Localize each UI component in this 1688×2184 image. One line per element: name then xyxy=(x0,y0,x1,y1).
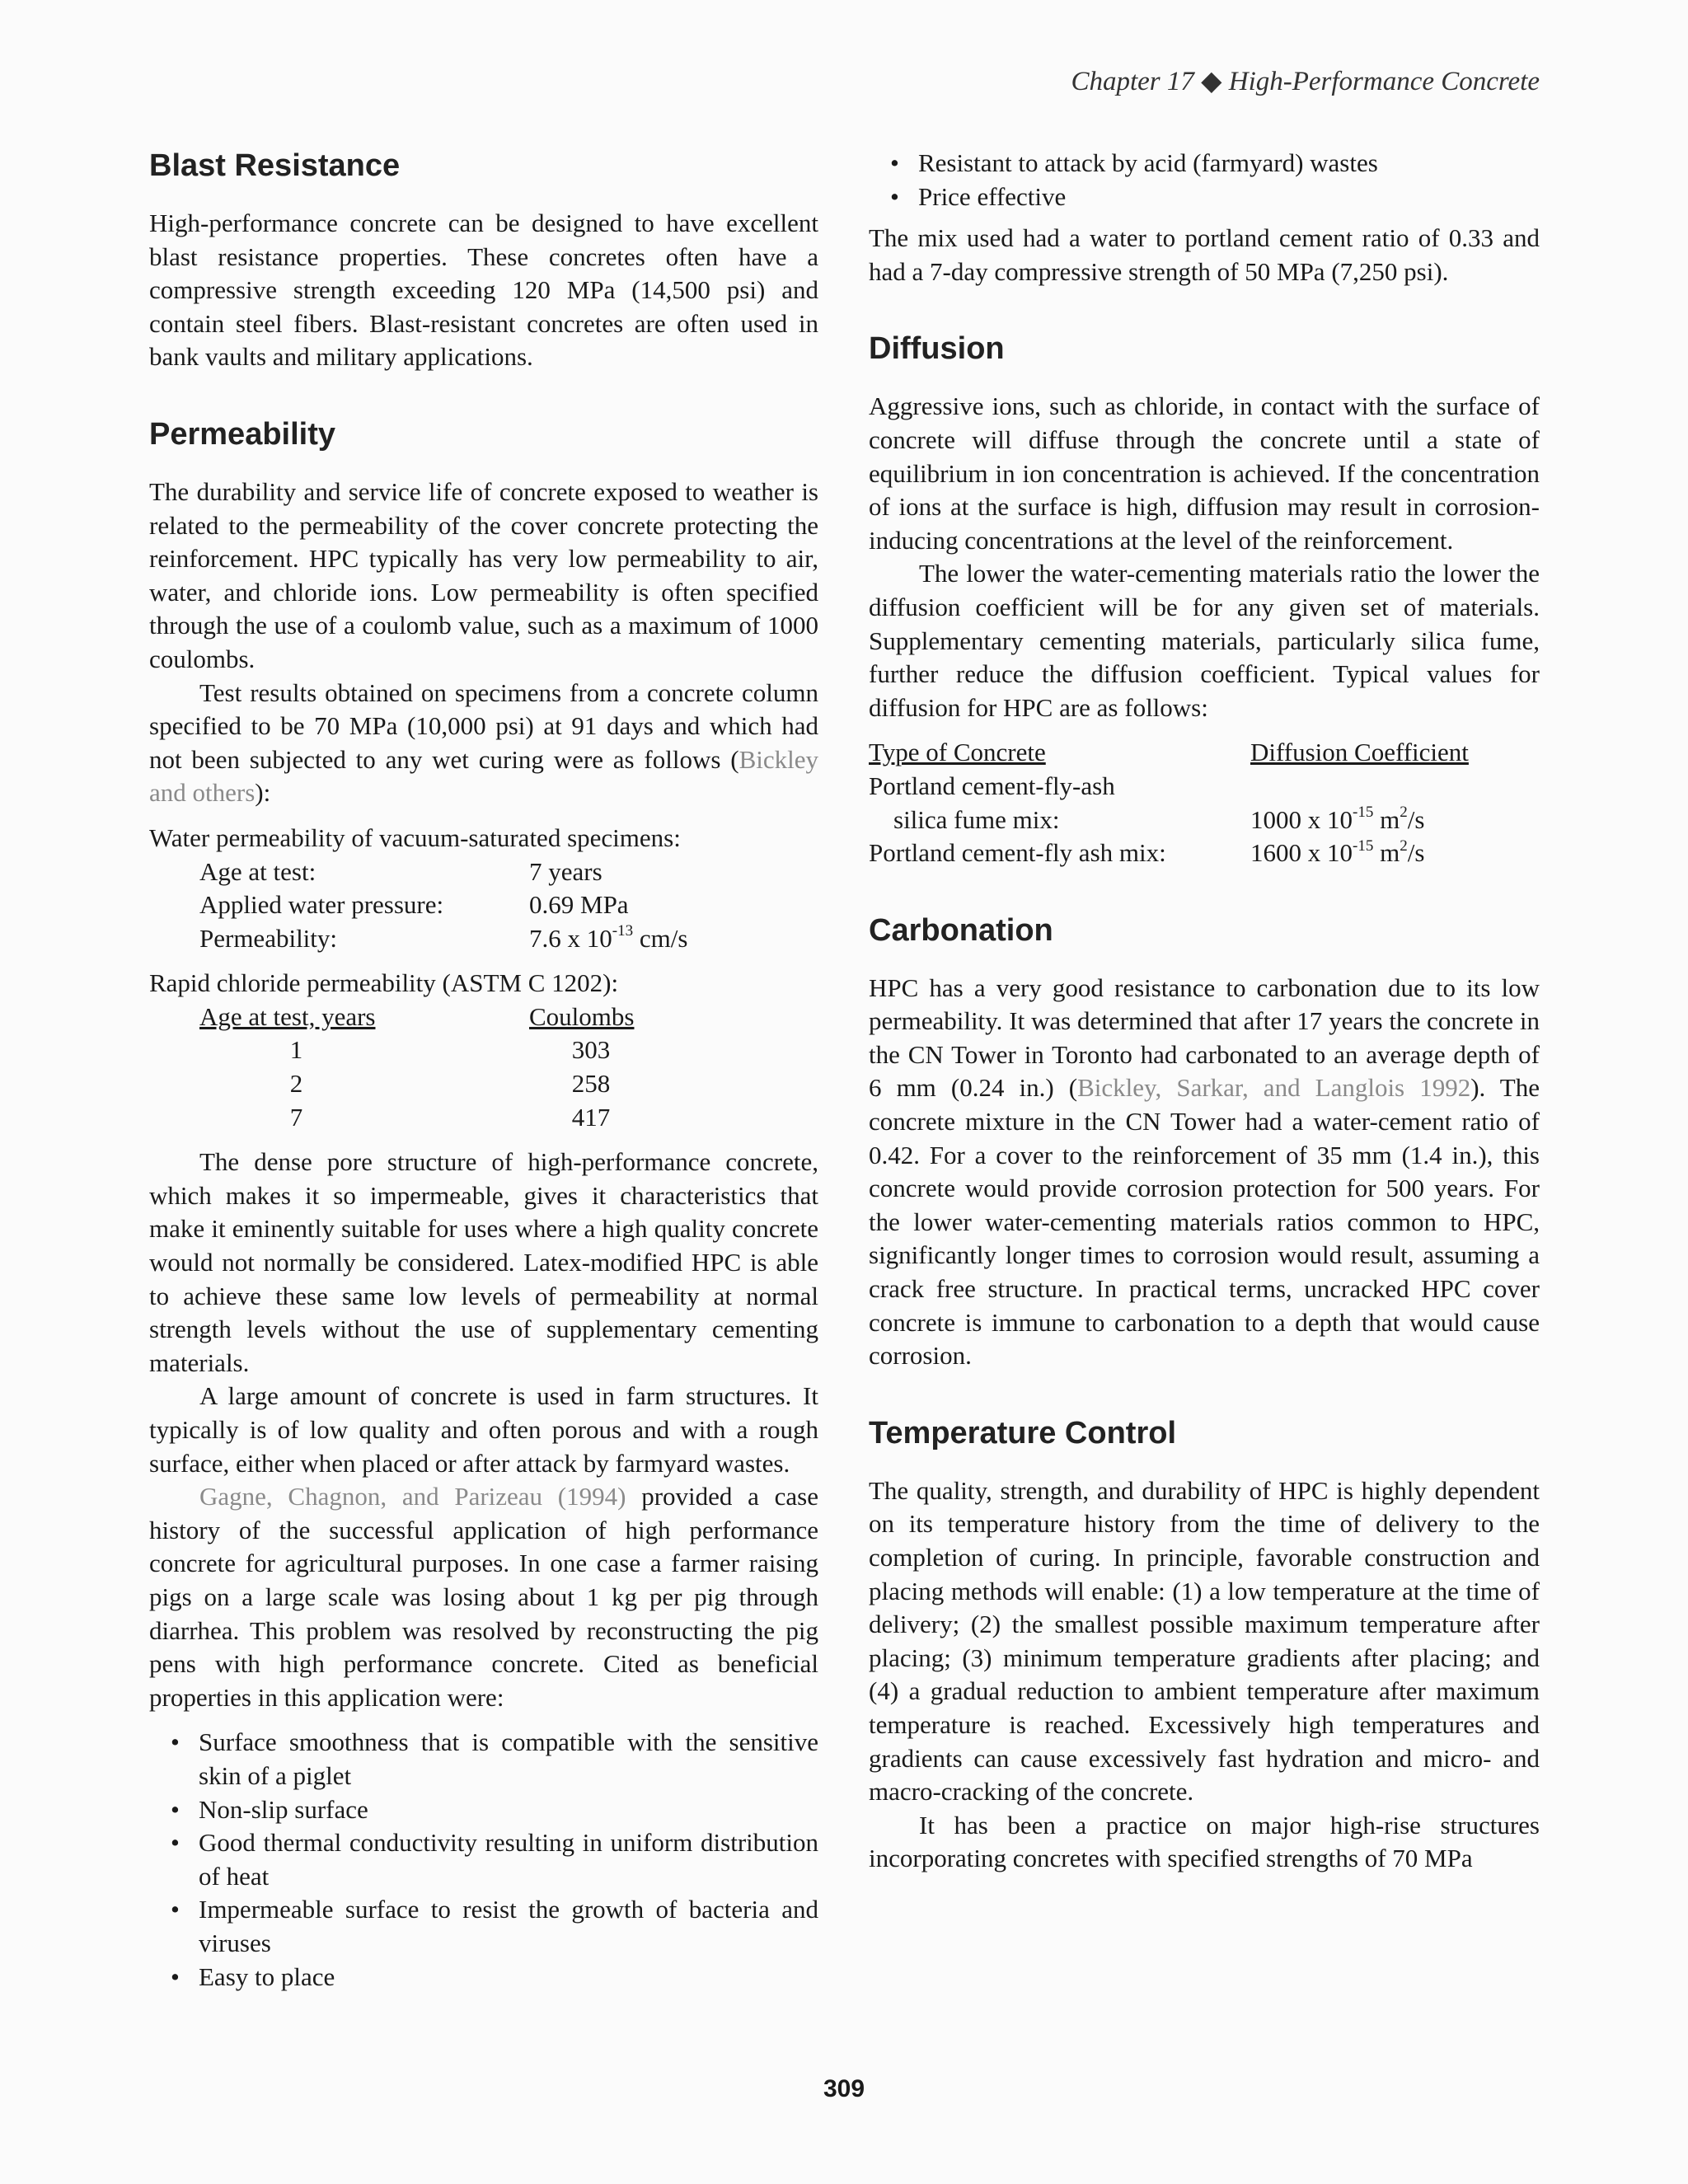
temperature-paragraph-1: The quality, strength, and durability of HPC is highly dependent on its temperature history from the time of delivery to the completion of curing. In principle, favorable construction and placing methods will enable: (1) a low temperature at the time of delivery; (2) the smallest possible maximum temperature after placing; (3) minimum temperature gradients after placing; and (4) a gradual reduction to ambient temperature after maximum temperature is reached. Excessively high temperatures and gradients can cause excessively fast hydration and micro- and macro-cracking of the concrete. xyxy=(869,1475,1540,1807)
list-item: • Surface smoothness that is compatible with the sensitive skin of a piglet xyxy=(149,1726,818,1793)
list-item: • Resistant to attack by acid (farmyard) wastes xyxy=(869,147,1540,180)
table-row: Applied water pressure: 0.69 MPa xyxy=(199,890,629,920)
list-item: • Easy to place xyxy=(149,1961,818,1994)
water-permeability-label: Water permeability of vacuum-saturated specimens: xyxy=(149,823,681,852)
temperature-paragraph-2: It has been a practice on major high-rise structures incorporating concretes with specified strengths of 70 MPa xyxy=(869,1810,1540,1873)
mix-paragraph: The mix used had a water to portland cement ratio of 0.33 and had a 7-day compressive strength of 50 MPa (7,250 psi). xyxy=(869,223,1540,286)
permeability-paragraph-1: The durability and service life of concrete exposed to weather is related to the permeability of the cover concrete protecting the reinforcement. HPC typically has very low permeability to air, water, and chloride ions. Low permeability is often specified through the use of a coulomb value, such as a maximum of 1000 coulombs. xyxy=(149,476,818,673)
citation-link[interactable]: Bickley, Sarkar, and Langlois 1992 xyxy=(1077,1073,1471,1103)
heading-carbonation: Carbonation xyxy=(869,912,1053,948)
carbonation-paragraph: HPC has a very good resistance to carbonation due to its low permeability. It was determined that after 17 years the concrete in the CN Tower in Toronto had carbonated to an average depth of 6 mm (0.24 in.) (Bickley, Sarkar, and Langlois 1992). The concrete mixture in the CN Tower had a water-cement ratio of 0.42. For a cover to the reinforcement of 35 mm (1.4 in.), this concrete would provide corrosion protection for 500 years. For the lower water-cementing materials ratios common to HPC, significantly longer times to corrosion would result, assuming a crack free structure. In practical terms, uncracked HPC cover concrete is immune to carbonation to a depth that would cause corrosion. xyxy=(869,972,1540,1371)
chloride-permeability-table xyxy=(149,1001,818,1134)
list-item: • Non-slip surface xyxy=(149,1793,818,1827)
list-item: • Price effective xyxy=(869,180,1540,214)
chloride-permeability-label: Rapid chloride permeability (ASTM C 1202): xyxy=(149,968,619,998)
table-row: Portland cement-fly-ash xyxy=(869,771,1115,800)
diffusion-table xyxy=(869,736,1540,869)
table-row: Portland cement-fly ash mix: 1600 x $10^{-15}$ $m^2/s$ xyxy=(869,837,1425,868)
citation-link[interactable]: Gagne, Chagnon, and Parizeau (1994) xyxy=(199,1482,626,1511)
heading-diffusion: Diffusion xyxy=(869,331,1005,367)
heading-permeability: Permeability xyxy=(149,416,335,452)
benefits-list-continued xyxy=(869,147,1540,213)
heading-temperature-control: Temperature Control xyxy=(869,1415,1177,1451)
column-header: Age at test, years xyxy=(199,1001,376,1031)
permeability-paragraph-2: Test results obtained on specimens from a concrete column specified to be 70 MPa (10,000 psi) at 91 days and which had not been subjected to any wet curing were as follows (Bickley and others): xyxy=(149,677,818,808)
running-head: Chapter 17 ◆ High-Performance Concrete xyxy=(1071,67,1540,96)
permeability-paragraph-4: A large amount of concrete is used in farm structures. It typically is of low quality and often porous and with a rough surface, either when placed or after attack by farmyard wastes. xyxy=(149,1381,818,1478)
citation-link[interactable]: Bickley and others xyxy=(149,744,818,808)
list-item: • Good thermal conductivity resulting in uniform distribution of heat xyxy=(149,1826,818,1893)
diffusion-paragraph-1: Aggressive ions, such as chloride, in contact with the surface of concrete will diffuse through the concrete until a state of equilibrium in ion concentration is achieved. If the concentration of ions at the surface is high, diffusion may result in corrosion-inducing concentrations at the level of the reinforcement. xyxy=(869,391,1540,555)
table-row: silica fume mix: 1000 x $10^{-15}$ $m^2/s$ xyxy=(893,804,1425,834)
column-header: Diffusion Coefficient xyxy=(1250,738,1469,767)
table-row: 7 417 xyxy=(289,1102,611,1132)
table-row: Age at test: 7 years xyxy=(199,856,603,886)
column-header: Type of Concrete xyxy=(869,738,1046,767)
benefits-list xyxy=(149,1726,818,1994)
table-row: 1 303 xyxy=(289,1035,611,1065)
heading-blast-resistance: Blast Resistance xyxy=(149,148,401,183)
column-header: Coulombs xyxy=(529,1001,635,1031)
water-permeability-table xyxy=(149,855,818,956)
permeability-paragraph-5: Gagne, Chagnon, and Parizeau (1994) provided a case history of the successful application of high performance concrete for agricultural purposes. In one case a farmer raising pigs on a large scale was losing about 1 kg per pig through diarrhea. This problem was resolved by reconstructing the pig pens with high performance concrete. Cited as beneficial properties in this application were: xyxy=(149,1482,818,1712)
table-row: Permeability: 7.6 x $10^{-13}$ cm/s xyxy=(199,922,688,953)
left-column xyxy=(149,148,818,1994)
list-item: • Impermeable surface to resist the growth of bacteria and viruses xyxy=(149,1893,818,1960)
table-row: 2 258 xyxy=(289,1069,611,1099)
blast-paragraph: High-performance concrete can be designed to have excellent blast resistance properties. These concretes often have a compressive strength exceeding 120 MPa (14,500 psi) and contain steel fibers. Blast-resistant concretes are often used in bank vaults and military applications. xyxy=(149,209,818,372)
permeability-paragraph-3: The dense pore structure of high-performance concrete, which makes it so impermeable, gives it characteristics that make it eminently suitable for uses where a high quality concrete would not normally be considered. Latex-modified HPC is able to achieve these same low levels of permeability at normal strength levels without the use of supplementary cementing materials. xyxy=(149,1147,818,1377)
table-header-row xyxy=(149,1001,818,1034)
right-column xyxy=(869,147,1540,1876)
diffusion-paragraph-2: The lower the water-cementing materials ratio the lower the diffusion coefficient will be for any given set of materials. Supplementary cementing materials, particularly silica fume, further reduce the diffusion coefficient. Typical values for diffusion for HPC are as follows: xyxy=(869,559,1540,722)
page-number: 309 xyxy=(823,2075,865,2102)
table-header-row xyxy=(869,736,1540,770)
